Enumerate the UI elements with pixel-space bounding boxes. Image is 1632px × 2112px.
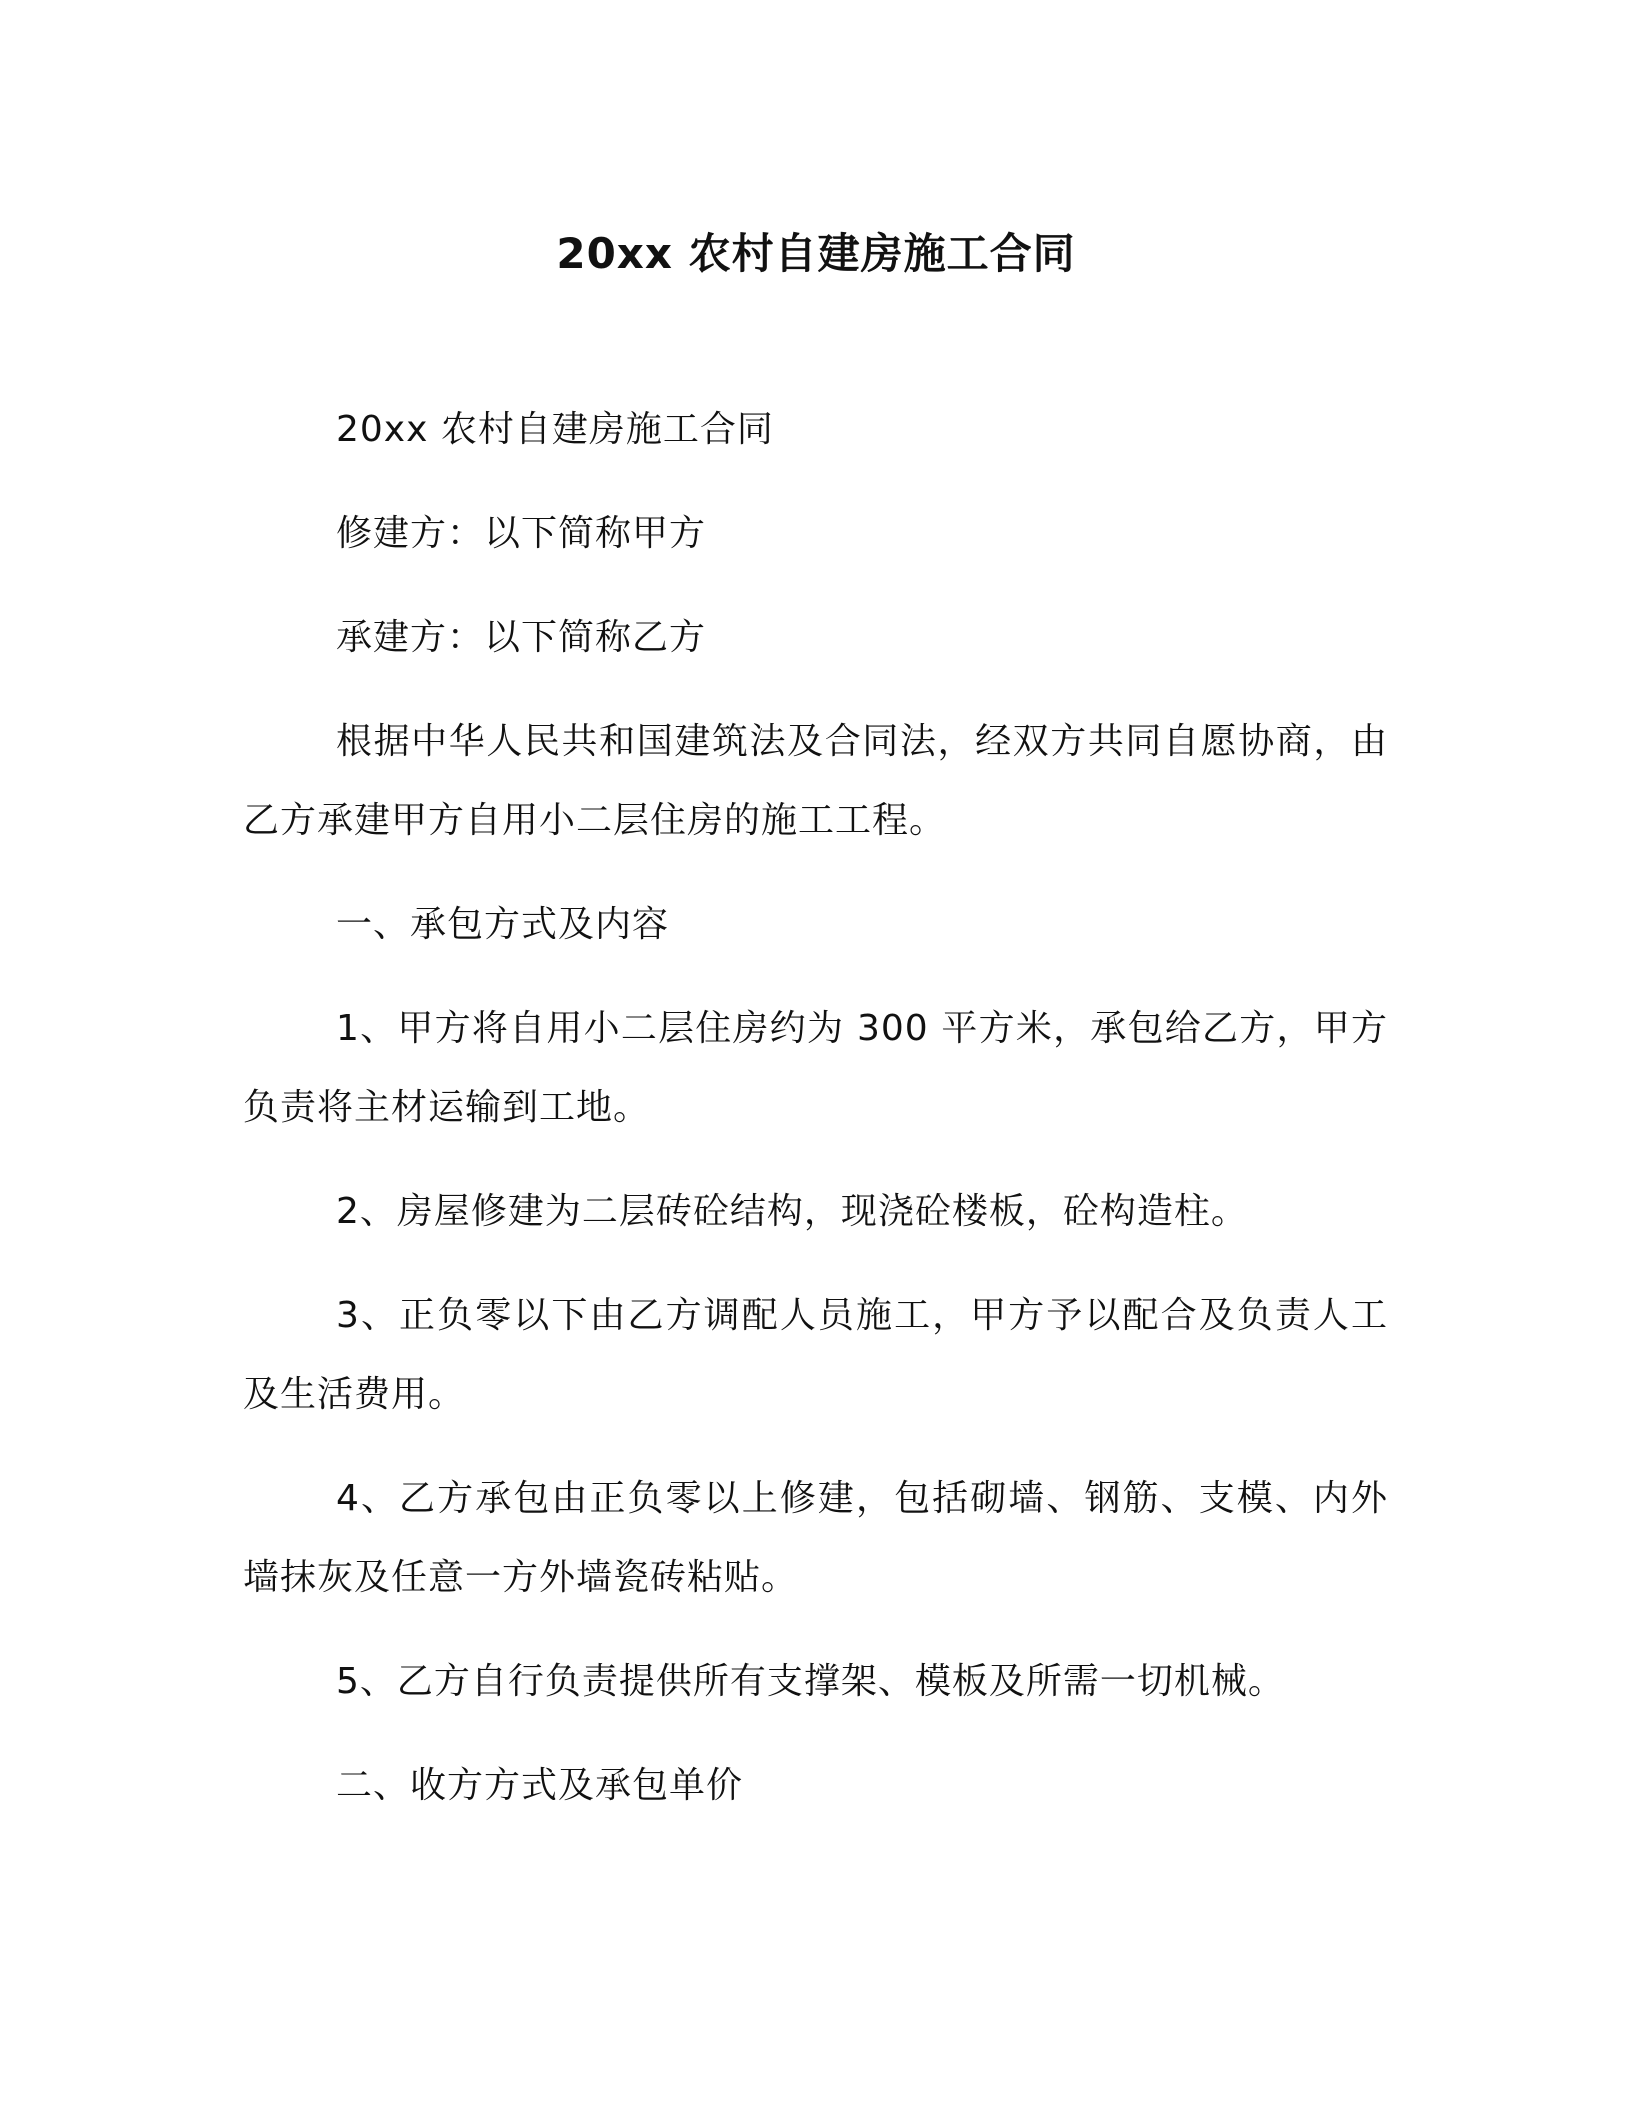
document-body [243,390,1388,1850]
paragraph-preamble: 根据中华人民共和国建筑法及合同法，经双方共同自愿协商，由乙方承建甲方自用小二层住房的施工工程。 [243,721,1388,841]
document-title: 20xx 农村自建房施工合同 [556,229,1076,278]
paragraph-repeat-title: 20xx 农村自建房施工合同 [336,409,774,450]
section-heading-2: 二、收方方式及承包单价 [336,1765,744,1806]
clause-3: 3、正负零以下由乙方调配人员施工，甲方予以配合及负责人工及生活费用。 [243,1295,1388,1415]
paragraph-party-b: 承建方：以下简称乙方 [336,617,707,658]
section-heading-1: 一、承包方式及内容 [336,904,670,945]
clause-2: 2、房屋修建为二层砖砼结构，现浇砼楼板，砼构造柱。 [336,1191,1248,1232]
clause-5: 5、乙方自行负责提供所有支撑架、模板及所需一切机械。 [336,1661,1285,1702]
clause-4: 4、乙方承包由正负零以上修建，包括砌墙、钢筋、支模、内外墙抹灰及任意一方外墙瓷砖粘贴。 [243,1478,1388,1598]
paragraph-party-a: 修建方：以下简称甲方 [336,513,707,554]
clause-1: 1、甲方将自用小二层住房约为 300 平方米，承包给乙方，甲方负责将主材运输到工地。 [243,1008,1388,1128]
